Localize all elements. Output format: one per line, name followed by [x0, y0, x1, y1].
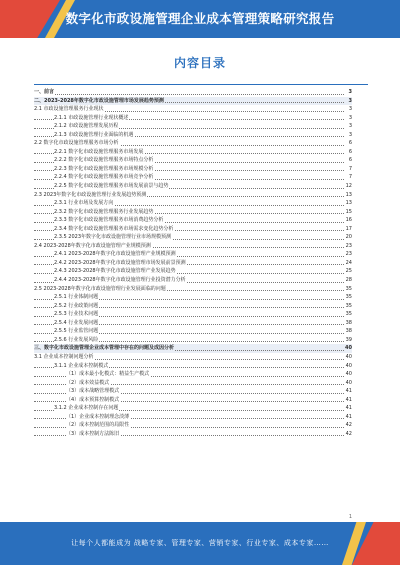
toc-entry-page: 40 [345, 379, 352, 386]
toc-entry-page: 15 [345, 208, 352, 215]
toc-entry-text: 2.2.3 数字化市政设施管理服务市场规模分析 [54, 165, 154, 172]
toc-entry[interactable] [34, 285, 352, 294]
toc-entry-text: 3.1.1 企业成本控制模式 [54, 362, 109, 369]
toc-entry-text: 2.5.1 行业体制问题 [54, 294, 99, 301]
toc-entry[interactable] [34, 250, 352, 259]
toc-entry-text: 2.3.4 数字化市政设施管理服务市场需求变化趋势分析 [54, 225, 174, 232]
toc-entry-page: 41 [345, 405, 352, 412]
toc-entry-page: 24 [345, 259, 352, 266]
toc-entry[interactable] [34, 344, 352, 353]
toc-entry-text: 2.5.6 行业发展风险 [54, 336, 99, 343]
toc-entry-text: 2.3.1 行业市场及发展方向 [54, 200, 114, 207]
report-footer [0, 522, 400, 565]
toc-entry-page: 3 [348, 97, 352, 104]
toc-entry-page: 7 [348, 174, 352, 181]
toc-entry[interactable] [34, 413, 352, 422]
toc-leader-dots [34, 94, 344, 95]
toc-entry-page: 42 [345, 430, 352, 437]
toc-entry-page: 3 [348, 106, 352, 113]
toc-entry-page: 13 [345, 191, 352, 198]
toc-entry[interactable] [34, 310, 352, 319]
toc-entry-page: 12 [345, 183, 352, 190]
toc-entry[interactable] [34, 88, 352, 97]
toc-entry[interactable] [34, 182, 352, 191]
toc-entry[interactable] [34, 105, 352, 114]
toc-entry-text: 2.5 2023-2028年数字化市政设施管理行业发展面临的问题 [34, 285, 166, 292]
toc-entry-text: 2.4.2 2023-2028年数字化市政设施管理市场发展前景预测 [54, 259, 186, 266]
toc-entry[interactable] [34, 191, 352, 200]
toc-entry[interactable] [34, 259, 352, 268]
toc-entry[interactable] [34, 165, 352, 174]
toc-entry[interactable] [34, 430, 352, 439]
toc-entry-page: 16 [345, 217, 352, 224]
toc-entry-text: （3）成本控制方法陈旧 [66, 430, 120, 437]
toc-entry[interactable] [34, 362, 352, 371]
page-number: 1 [348, 514, 352, 520]
toc-entry-page: 35 [345, 294, 352, 301]
toc-entry-text: 2.3.5 2023年数字化市政设施管理行业市场规模预测 [54, 234, 172, 241]
toc-entry[interactable] [34, 370, 352, 379]
toc-entry[interactable] [34, 276, 352, 285]
toc-entry[interactable] [34, 148, 352, 157]
toc-entry-page: 39 [345, 336, 352, 343]
toc-entry[interactable] [34, 131, 352, 140]
toc-entry[interactable] [34, 225, 352, 234]
toc-entry[interactable] [34, 293, 352, 302]
toc-entry[interactable] [34, 327, 352, 336]
toc-entry[interactable] [34, 139, 352, 148]
toc-entry-page: 7 [348, 165, 352, 172]
toc-entry-page: 41 [345, 413, 352, 420]
toc-entry-text: 2.4.4 2023-2028年数字化市政设施管理行业投资潜力分析 [54, 277, 186, 284]
toc-entry-text: （2）成本效益模式 [66, 379, 110, 386]
toc-entry-page: 23 [345, 242, 352, 249]
toc-entry-text: 2.2.4 数字化市政设施管理服务市场竞争分析 [54, 174, 154, 181]
toc-entry[interactable] [34, 302, 352, 311]
toc-title: 内容目录 [173, 56, 226, 70]
toc-entry[interactable] [34, 114, 352, 123]
toc-entry-text: 2.5.5 行业监管问题 [54, 328, 99, 335]
toc-entry-text: 2.2.5 数字化市政设施管理服务市场发展前景与趋势 [54, 183, 169, 190]
toc-entry-text: 一、前言 [34, 89, 55, 95]
toc-entry-text: 2.1.1 市政设施管理行业现状概述 [54, 114, 129, 121]
toc-entry-page: 35 [345, 285, 352, 292]
toc-entry-text: 2.4 2023-2028年数字化市政设施管理产业规模预测 [34, 242, 151, 249]
toc-entry-text: 3.1 企业成本控制问题分析 [34, 353, 94, 360]
toc-entry-page: 42 [345, 422, 352, 429]
toc-entry-page: 23 [345, 251, 352, 258]
toc-entry-text: 2.2.1 数字化市政设施管理服务市场发展 [54, 148, 144, 155]
toc-entry-text: 2.5.4 行业发展问题 [54, 319, 99, 326]
toc-divider [34, 84, 368, 85]
toc-entry-page: 35 [345, 302, 352, 309]
toc-entry[interactable] [34, 387, 352, 396]
toc-entry-page: 41 [345, 388, 352, 395]
toc-entry-text: 2.4.3 2023-2028年数字化市政设施管理产业发展趋势 [54, 268, 176, 275]
toc-entry[interactable] [34, 156, 352, 165]
toc-entry-text: （4）成本预算控制模式 [66, 396, 120, 403]
toc-entry[interactable] [34, 97, 352, 106]
toc-entry-text: 2.1 市政设施管理服务行业现状 [34, 106, 104, 113]
toc-entry-text: 2.5.2 行业政策问题 [54, 302, 99, 309]
toc-entry-text: 2.4.1 2023-2028年数字化市政设施管理产业规模预测 [54, 251, 176, 258]
toc-entry-text: 二、2023-2028年数字化市政设施管理市场发展趋势预测 [34, 97, 164, 104]
toc-entry-page: 13 [345, 200, 352, 207]
toc-entry-text: 2.3.2 数字化市政设施管理服务行业发展趋势 [54, 208, 154, 215]
toc-entry-page: 6 [348, 140, 352, 147]
toc-entry-page: 25 [345, 268, 352, 275]
toc-entry[interactable] [34, 199, 352, 208]
toc-entry-page: 38 [345, 328, 352, 335]
toc-entry-page: 40 [345, 371, 352, 378]
toc-entry[interactable] [34, 216, 352, 225]
footer-slogan: 让每个人都能成为 战略专家、管理专家、营销专家、行业专家、成本专家…… [71, 539, 329, 547]
toc-entry[interactable] [34, 122, 352, 131]
toc-entry-page: 3 [348, 123, 352, 130]
toc-entry[interactable] [34, 233, 352, 242]
toc-entry-text: 2.1.3 市政设施管理行业面临的机遇 [54, 131, 134, 138]
toc-entry-page: 3 [348, 131, 352, 138]
toc-entry[interactable] [34, 379, 352, 388]
toc-entry[interactable] [34, 208, 352, 217]
toc-entry-text: （3）成本战略管理模式 [66, 388, 120, 395]
toc-entry-page: 35 [345, 311, 352, 318]
toc-entry-page: 38 [345, 319, 352, 326]
toc-entry-text: 2.3.3 数字化市政设施管理服务市场消费趋势分析 [54, 217, 164, 224]
toc-entry-page: 41 [345, 396, 352, 403]
toc-entry-text: 三、数字化市政设施管理企业成本管理中存在的问题及成因分析 [34, 345, 175, 352]
toc-entry-text: （2）成本控制范围的局限性 [66, 422, 130, 429]
report-title: 数字化市政设施管理企业成本管理策略研究报告 [65, 11, 335, 26]
toc-entry[interactable] [34, 404, 352, 413]
toc-entry-page: 20 [345, 234, 352, 241]
toc-entry-page: 40 [345, 353, 352, 360]
toc-entry-page: 28 [345, 277, 352, 284]
toc-entry-text: （1）企业成本控制理念淡薄 [66, 413, 130, 420]
toc-entry-text: （1）成本最小化模式：精益生产模式 [66, 371, 150, 378]
toc-entry-page: 6 [348, 148, 352, 155]
toc-entry-page: 17 [345, 225, 352, 232]
toc-entry-page: 3 [348, 89, 352, 95]
toc-entry-page: 40 [345, 362, 352, 369]
toc-entry-text: 2.2 数字化市政设施管理服务市场分析 [34, 140, 119, 147]
toc-entry-text: 2.2.2 数字化市政设施管理服务市场特点分析 [54, 157, 154, 164]
toc-entry-page: 3 [348, 114, 352, 121]
toc-entry-text: 2.3 2023年数字化市政设施管理行业发展趋势预测 [34, 191, 147, 198]
toc-entry[interactable] [34, 267, 352, 276]
toc-entry[interactable] [34, 336, 352, 345]
toc-entry[interactable] [34, 421, 352, 430]
toc-entry[interactable] [34, 353, 352, 362]
toc-entry[interactable] [34, 173, 352, 182]
toc-entry-page: 40 [345, 345, 352, 352]
report-header [0, 0, 400, 38]
toc-entry-page: 6 [348, 157, 352, 164]
toc-entry[interactable] [34, 396, 352, 405]
table-of-contents [34, 88, 352, 438]
toc-entry-text: 3.1.2 企业成本控制存在问题 [54, 405, 119, 412]
toc-entry-text: 2.5.3 行业技术问题 [54, 311, 99, 318]
toc-entry[interactable] [34, 242, 352, 251]
toc-entry[interactable] [34, 319, 352, 328]
toc-entry-text: 2.1.2 市政设施管理发展历程 [54, 123, 119, 130]
